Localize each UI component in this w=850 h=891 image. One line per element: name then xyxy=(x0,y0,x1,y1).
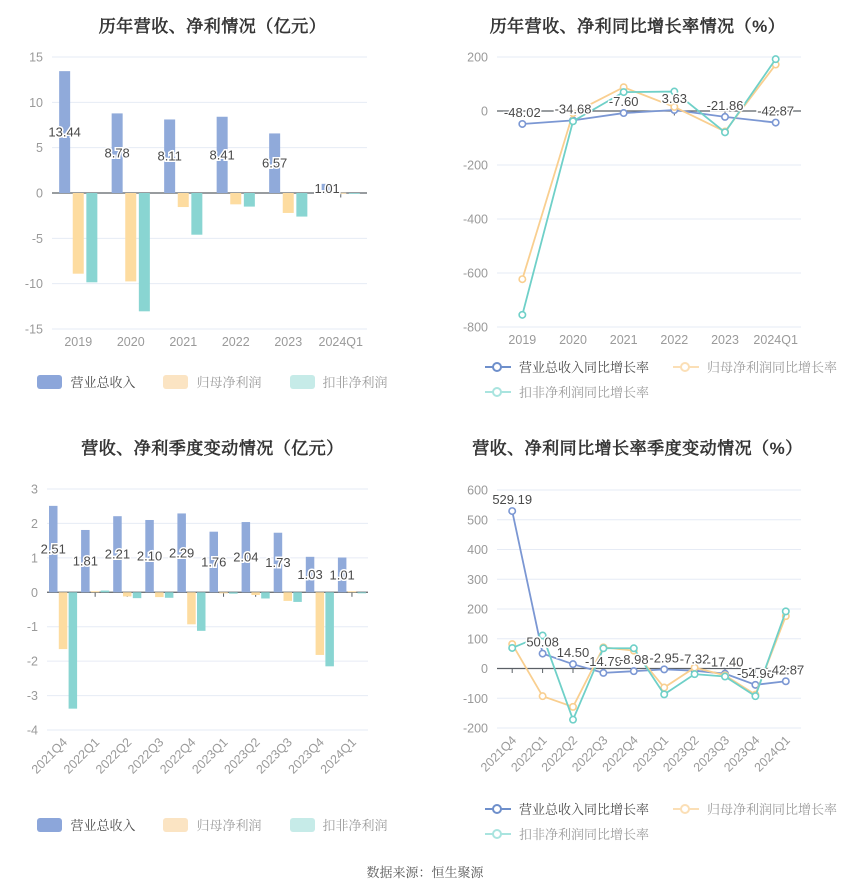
legend xyxy=(0,372,425,391)
legend-swatch-icon xyxy=(485,361,511,373)
svg-text:2024Q1: 2024Q1 xyxy=(753,333,798,347)
legend xyxy=(485,799,843,843)
svg-text:-800: -800 xyxy=(462,320,488,335)
svg-text:0: 0 xyxy=(36,186,43,201)
svg-text:50.08: 50.08 xyxy=(526,634,559,650)
legend-swatch-icon xyxy=(290,818,315,832)
legend-swatch-icon xyxy=(37,375,62,389)
svg-text:-42.87: -42.87 xyxy=(767,662,805,678)
svg-text:15: 15 xyxy=(29,50,43,65)
legend-swatch-icon xyxy=(163,375,188,389)
svg-text:2023Q3: 2023Q3 xyxy=(253,735,295,777)
svg-text:2022Q2: 2022Q2 xyxy=(538,733,581,775)
svg-text:2024Q1: 2024Q1 xyxy=(751,733,793,775)
legend-swatch-icon xyxy=(673,361,699,373)
svg-text:1.01: 1.01 xyxy=(329,567,355,583)
chart-quarterly-amounts xyxy=(0,420,425,860)
svg-text:2020: 2020 xyxy=(559,333,587,347)
chart-annual-growth xyxy=(425,0,850,420)
svg-text:-200: -200 xyxy=(462,158,488,173)
svg-text:2022Q3: 2022Q3 xyxy=(569,733,611,775)
annual-amounts-plot xyxy=(0,0,425,420)
legend-swatch-icon xyxy=(485,803,511,815)
svg-text:-600: -600 xyxy=(462,266,488,281)
legend-item[interactable]: 扣非净利润同比增长率 xyxy=(485,382,649,401)
legend xyxy=(0,815,425,834)
svg-text:3: 3 xyxy=(31,482,38,497)
svg-text:-8.98: -8.98 xyxy=(618,652,649,668)
svg-text:200: 200 xyxy=(467,50,488,65)
svg-text:500: 500 xyxy=(467,513,488,528)
svg-text:0: 0 xyxy=(481,662,488,676)
svg-text:-42.87: -42.87 xyxy=(757,103,795,119)
svg-text:1.73: 1.73 xyxy=(265,555,291,571)
svg-text:-34.68: -34.68 xyxy=(554,101,592,117)
svg-text:6.57: 6.57 xyxy=(261,155,288,171)
svg-text:14.50: 14.50 xyxy=(556,645,590,661)
svg-text:2022Q4: 2022Q4 xyxy=(599,733,641,775)
svg-text:1.76: 1.76 xyxy=(201,554,227,570)
svg-text:2021Q4: 2021Q4 xyxy=(28,735,71,777)
chart-title: 历年营收、净利情况（亿元） xyxy=(98,17,327,36)
legend-item[interactable]: 归母净利润 xyxy=(163,372,261,391)
svg-text:529.19: 529.19 xyxy=(492,492,533,508)
legend-swatch-icon xyxy=(37,818,62,832)
svg-text:2021Q4: 2021Q4 xyxy=(477,733,520,775)
svg-text:1.01: 1.01 xyxy=(314,180,340,196)
svg-text:100: 100 xyxy=(467,632,488,647)
svg-text:2023: 2023 xyxy=(274,335,303,349)
svg-text:2023Q2: 2023Q2 xyxy=(660,733,702,775)
legend-swatch-icon xyxy=(163,818,188,832)
legend-item[interactable]: 扣非净利润 xyxy=(290,372,388,391)
svg-text:2.10: 2.10 xyxy=(136,548,163,564)
legend-swatch-icon xyxy=(290,375,315,389)
svg-text:10: 10 xyxy=(29,95,43,110)
svg-text:-400: -400 xyxy=(462,212,488,227)
svg-text:-1: -1 xyxy=(26,620,38,635)
svg-text:0: 0 xyxy=(481,104,488,119)
svg-text:2.29: 2.29 xyxy=(168,545,195,561)
svg-text:2022: 2022 xyxy=(660,333,689,347)
svg-text:-54.96: -54.96 xyxy=(736,665,774,681)
chart-title: 营收、净利季度变动情况（亿元） xyxy=(81,439,344,458)
svg-text:2021: 2021 xyxy=(169,335,198,349)
svg-text:0: 0 xyxy=(31,585,38,600)
legend-item[interactable]: 扣非净利润 xyxy=(290,815,388,834)
chart-title: 营收、净利同比增长率季度变动情况（%） xyxy=(472,439,803,458)
svg-text:2023Q1: 2023Q1 xyxy=(629,733,672,775)
svg-text:-48.02: -48.02 xyxy=(503,104,541,120)
svg-text:2022Q1: 2022Q1 xyxy=(60,735,103,777)
svg-text:2024Q1: 2024Q1 xyxy=(317,735,360,777)
legend-item[interactable]: 归母净利润 xyxy=(163,815,261,834)
chart-annual-amounts xyxy=(0,0,425,420)
svg-text:2023Q1: 2023Q1 xyxy=(189,735,231,777)
svg-text:2.21: 2.21 xyxy=(104,546,131,562)
svg-text:8.11: 8.11 xyxy=(157,148,182,164)
svg-text:200: 200 xyxy=(467,602,488,617)
chart-title: 历年营收、净利同比增长率情况（%） xyxy=(489,17,786,36)
svg-text:1: 1 xyxy=(31,551,38,566)
legend-item[interactable]: 营业总收入 xyxy=(37,815,135,834)
svg-text:8.78: 8.78 xyxy=(104,145,130,161)
legend-swatch-icon xyxy=(485,386,511,398)
svg-text:-100: -100 xyxy=(462,691,488,706)
svg-text:2022Q4: 2022Q4 xyxy=(157,735,199,777)
data-source-note: 数据来源：恒生聚源 xyxy=(366,865,484,880)
legend-item[interactable]: 归母净利润同比增长率 xyxy=(673,799,837,818)
svg-text:8.41: 8.41 xyxy=(209,147,235,163)
svg-text:-21.86: -21.86 xyxy=(706,97,744,113)
svg-text:1.03: 1.03 xyxy=(297,567,323,583)
svg-text:-14.79: -14.79 xyxy=(584,653,622,669)
svg-text:5: 5 xyxy=(36,141,43,156)
legend-item[interactable]: 归母净利润同比增长率 xyxy=(673,357,837,376)
svg-text:3.63: 3.63 xyxy=(661,91,687,107)
svg-text:13.44: 13.44 xyxy=(48,124,81,140)
svg-text:2023Q4: 2023Q4 xyxy=(285,735,327,777)
svg-text:2022Q1: 2022Q1 xyxy=(508,733,550,775)
quarterly-amounts-plot xyxy=(0,420,425,860)
svg-text:2024Q1: 2024Q1 xyxy=(318,335,363,349)
legend-swatch-icon xyxy=(673,803,699,815)
svg-text:400: 400 xyxy=(467,543,488,557)
legend xyxy=(485,357,843,401)
svg-text:-5: -5 xyxy=(31,231,43,246)
svg-text:2023Q2: 2023Q2 xyxy=(221,735,263,777)
legend-item[interactable]: 营业总收入同比增长率 xyxy=(485,357,649,376)
svg-text:600: 600 xyxy=(467,483,488,498)
svg-text:-7.32: -7.32 xyxy=(679,651,710,667)
svg-text:2022Q3: 2022Q3 xyxy=(125,735,167,777)
svg-text:2: 2 xyxy=(31,516,38,531)
legend-item[interactable]: 扣非净利润同比增长率 xyxy=(485,824,649,843)
legend-item[interactable]: 营业总收入同比增长率 xyxy=(485,799,649,818)
svg-text:2020: 2020 xyxy=(116,335,145,349)
svg-text:-4: -4 xyxy=(26,723,38,738)
svg-text:2019: 2019 xyxy=(64,335,93,349)
svg-text:2.51: 2.51 xyxy=(40,541,66,557)
svg-text:2021: 2021 xyxy=(609,333,638,347)
legend-swatch-icon xyxy=(485,828,511,840)
svg-text:-3: -3 xyxy=(26,689,38,704)
svg-text:2023: 2023 xyxy=(711,333,739,347)
svg-text:-2.95: -2.95 xyxy=(649,650,680,666)
svg-text:2.04: 2.04 xyxy=(233,549,259,565)
svg-text:2023Q3: 2023Q3 xyxy=(690,733,733,775)
svg-text:300: 300 xyxy=(467,572,488,587)
svg-text:2022: 2022 xyxy=(221,335,250,349)
legend-item[interactable]: 营业总收入 xyxy=(37,372,135,391)
svg-text:-200: -200 xyxy=(462,721,488,736)
svg-text:-2: -2 xyxy=(26,654,38,669)
chart-quarterly-growth xyxy=(425,420,850,860)
svg-text:2023Q4: 2023Q4 xyxy=(721,733,763,775)
svg-text:-15: -15 xyxy=(24,322,43,337)
svg-text:1.81: 1.81 xyxy=(72,553,99,569)
svg-text:-17.40: -17.40 xyxy=(706,654,744,670)
quarterly-growth-plot xyxy=(425,420,850,860)
svg-text:-7.60: -7.60 xyxy=(608,94,639,110)
svg-text:2022Q2: 2022Q2 xyxy=(93,735,135,777)
svg-text:-10: -10 xyxy=(24,277,43,292)
svg-text:2019: 2019 xyxy=(508,333,537,347)
